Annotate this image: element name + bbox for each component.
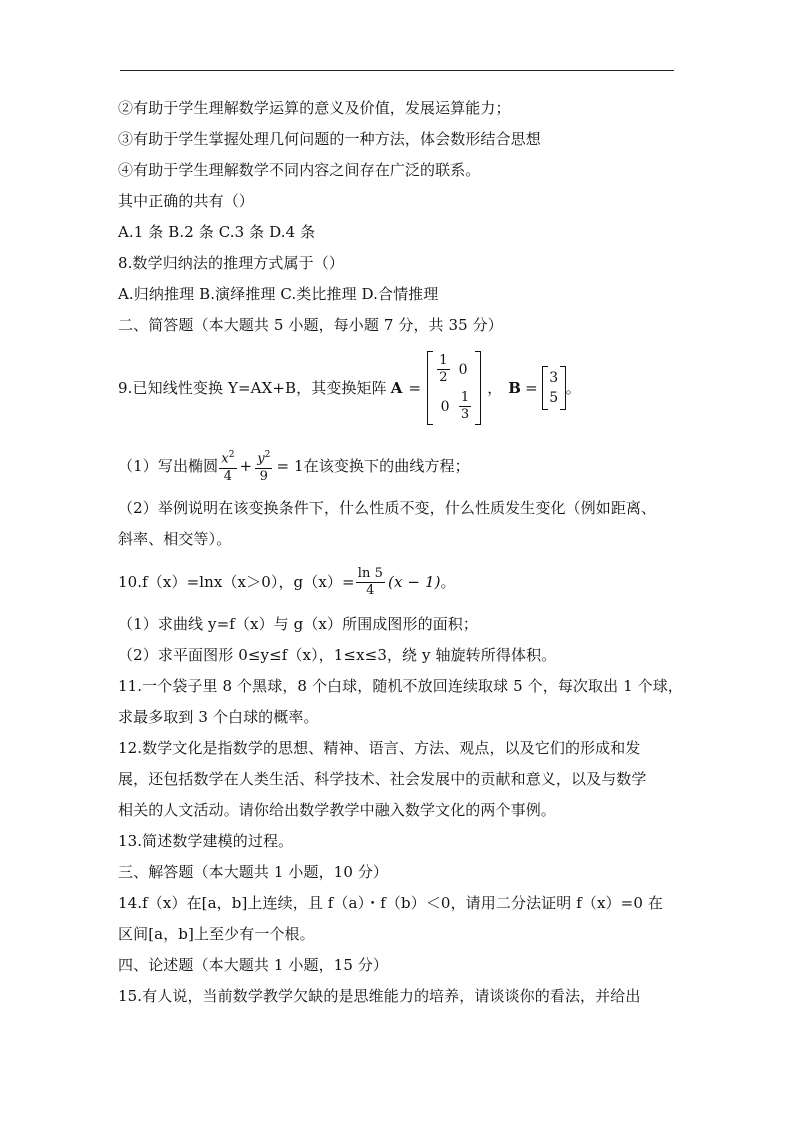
- equals-one: = 1: [276, 457, 304, 475]
- question-13: 13.简述数学建模的过程。: [118, 832, 294, 850]
- exponent: 2: [228, 450, 235, 461]
- section-heading: 二、简答题（本大题共 5 小题，每小题 7 分，共 35 分）: [118, 316, 503, 334]
- matrix-b-cell: 5: [549, 390, 559, 406]
- fraction: [459, 390, 471, 423]
- denominator: 4: [366, 582, 375, 598]
- matrix-a-cell: 0: [440, 398, 450, 415]
- matrix-a: [427, 351, 481, 425]
- question-9: [118, 348, 581, 428]
- matrix-b-cell: 3: [549, 370, 559, 386]
- question-12: 12.数学文化是指数学的思想、精神、语言、方法、观点，以及它们的形成和发: [118, 739, 641, 757]
- matrix-a-cell: 3: [460, 407, 470, 422]
- question-9-text: 9.已知线性变换 Y=AX+B，其变换矩阵: [118, 379, 387, 397]
- question-14: 14.f（x）在[a，b]上连续，且 f（a）・f（b）＜0，请用二分法证明 f（x）=0 在: [118, 894, 663, 912]
- matrix-a-cell: 2: [439, 370, 448, 385]
- fraction-ln5-over-4: [356, 566, 385, 599]
- text-line: ③有助于学生掌握处理几何问题的一种方法，体会数形结合思想: [118, 130, 541, 148]
- fraction-y2-over-9: [255, 447, 272, 484]
- equals-sign: =: [525, 379, 538, 397]
- answer-options: A.归纳推理 B.演绎推理 C.类比推理 D.合情推理: [118, 285, 439, 303]
- matrix-a-cell: 1: [460, 390, 470, 405]
- part-text: 在该变换下的曲线方程；: [303, 457, 470, 475]
- section-heading: 三、解答题（本大题共 1 小题，10 分）: [118, 863, 389, 881]
- question-10: [118, 560, 456, 604]
- section-heading: 四、论述题（本大题共 1 小题，15 分）: [118, 956, 389, 974]
- matrix-a-cell: 0: [458, 361, 468, 378]
- question-11: 11.一个袋子里 8 个黑球，8 个白球，随机不放回连续取球 5 个，每次取出 1 个球，: [118, 677, 683, 695]
- text-line: ④有助于学生理解数学不同内容之间存在广泛的联系。: [118, 161, 481, 179]
- denominator: 4: [223, 468, 233, 484]
- text-line: 斜率、相交等）。: [118, 530, 232, 548]
- denominator: 9: [259, 468, 269, 484]
- question-9-part-1: [118, 446, 470, 486]
- matrix-b: [542, 366, 566, 410]
- question-10-text: 10.f（x）=lnx（x＞0），g（x）=: [118, 573, 355, 591]
- text-line: （2）举例说明在该变换条件下，什么性质不变，什么性质发生变化（例如距离、: [118, 499, 657, 517]
- answer-options: A.1 条 B.2 条 C.3 条 D.4 条: [118, 223, 316, 241]
- plus-sign: +: [239, 457, 253, 475]
- text-line: 展，还包括数学在人类生活、科学技术、社会发展中的贡献和意义，以及与数学: [118, 770, 647, 788]
- matrix-b-label: B: [508, 379, 522, 397]
- matrix-a-cell: 1: [439, 353, 448, 368]
- expression: (x − 1): [388, 573, 441, 591]
- part-label: （1）写出椭圆: [118, 457, 219, 475]
- text-line: 求最多取到 3 个白球的概率。: [118, 708, 319, 726]
- text-line: 相关的人文活动。请你给出数学教学中融入数学文化的两个事例。: [118, 801, 556, 819]
- exponent: 2: [264, 450, 271, 461]
- text-line: 其中正确的共有（）: [118, 192, 254, 210]
- comma: ，: [487, 379, 503, 397]
- numerator: ln 5: [357, 565, 384, 581]
- period: 。: [440, 573, 456, 591]
- equals-sign: =: [408, 379, 422, 397]
- fraction-x2-over-4: [219, 447, 236, 484]
- text-line: 区间[a，b]上至少有一个根。: [118, 925, 315, 943]
- matrix-a-label: A: [390, 379, 403, 397]
- question-15: 15.有人说，当前数学教学欠缺的是思维能力的培养，请谈谈你的看法，并给出: [118, 987, 641, 1005]
- question-8: 8.数学归纳法的推理方式属于（）: [118, 254, 344, 272]
- text-line: （1）求曲线 y=f（x）与 g（x）所围成图形的面积；: [118, 615, 478, 633]
- header-rule: [120, 70, 674, 71]
- text-line: ②有助于学生理解数学运算的意义及价值，发展运算能力；: [118, 99, 511, 117]
- var-x: x: [221, 451, 229, 467]
- text-line: （2）求平面图形 0≤y≤f（x），1≤x≤3，绕 y 轴旋转所得体积。: [118, 646, 557, 664]
- fraction: [437, 353, 449, 386]
- period: 。: [565, 379, 581, 397]
- var-y: y: [257, 451, 265, 467]
